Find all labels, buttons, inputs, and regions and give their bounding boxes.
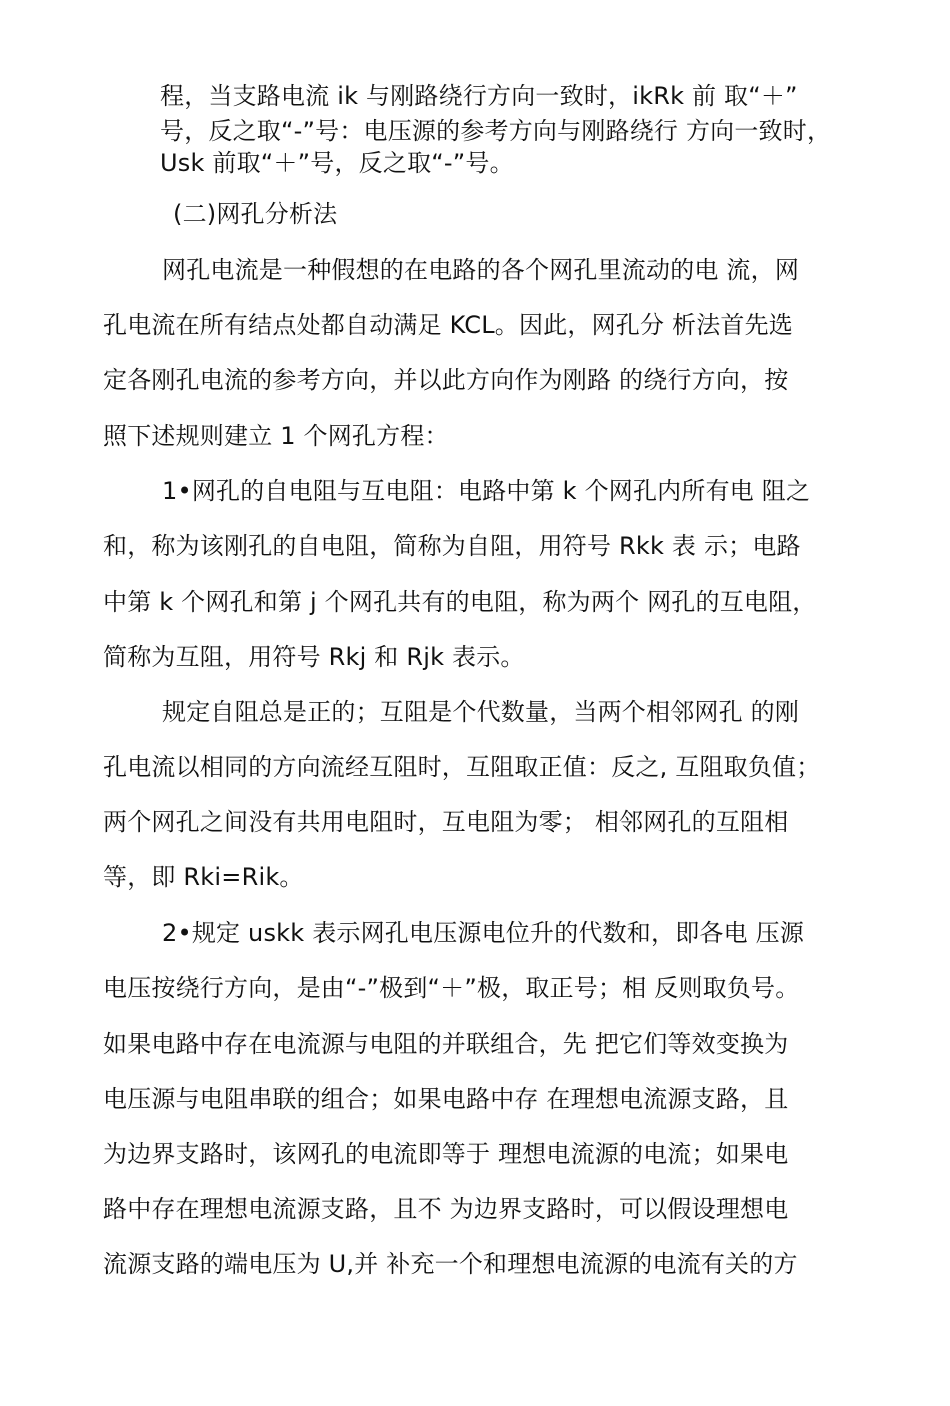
text-line: 为边界支路时，该网孔的电流即等于 理想电流源的电流；如果电 — [103, 1140, 789, 1168]
text-line: 流源支路的端电压为 U,并 补充一个和理想电流源的电流有关的方 — [103, 1250, 798, 1278]
text-line: 孔电流以相同的方向流经互阻时，互阻取正值：反之, 互阻取负值； — [103, 753, 821, 781]
text-line: 孔电流在所有结点处都自动满足 KCL。因此，网孔分 析法首先选 — [103, 311, 794, 339]
text-line: 定各刚孔电流的参考方向，并以此方向作为刚路 的绕行方向，按 — [103, 366, 789, 394]
text-line: 简称为互阻，用符号 Rkj 和 Rjk 表示。 — [103, 643, 525, 671]
text-line: 电压源与电阻串联的组合；如果电路中存 在理想电流源支路，且 — [103, 1085, 789, 1113]
text-line: 电压按绕行方向，是由“-”极到“＋”极，取正号；相 反则取负号。 — [103, 974, 800, 1002]
text-line: 照下述规则建立 1 个网孔方程： — [103, 422, 449, 450]
text-line: 1•网孔的自电阻与互电阻：电路中第 k 个网孔内所有电 阻之 — [162, 477, 811, 505]
text-line: 等，即 Rki=Rik。 — [103, 863, 304, 891]
text-line: Usk 前取“＋”号，反之取“-”号。 — [160, 149, 514, 177]
text-line: 2•规定 uskk 表示网孔电压源电位升的代数和，即各电 压源 — [162, 919, 805, 947]
text-line: 规定自阻总是正的；互阻是个代数量，当两个相邻网孔 的刚 — [162, 698, 800, 726]
text-line: 两个网孔之间没有共用电阻时，互电阻为零； 相邻网孔的互阻相 — [103, 808, 789, 836]
text-line: 中第 k 个网孔和第 j 个网孔共有的电阻，称为两个 网孔的互电阻， — [103, 588, 817, 616]
text-line: 号，反之取“-”号：电压源的参考方向与刚路绕行 方向一致时， — [160, 117, 832, 145]
text-line: 路中存在理想电流源支路，且不 为边界支路时，可以假设理想电 — [103, 1195, 789, 1223]
text-line: 程，当支路电流 ik 与刚路绕行方向一致时，ikRk 前 取“＋” — [160, 82, 798, 110]
section-heading: (二)网孔分析法 — [173, 200, 338, 228]
text-line: 如果电路中存在电流源与电阻的并联组合，先 把它们等效变换为 — [103, 1030, 789, 1058]
text-line: 网孔电流是一种假想的在电路的各个网孔里流动的电 流，网 — [162, 256, 800, 284]
text-line: 和，称为该刚孔的自电阻，简称为自阻，用符号 Rkk 表 示；电路 — [103, 532, 801, 560]
